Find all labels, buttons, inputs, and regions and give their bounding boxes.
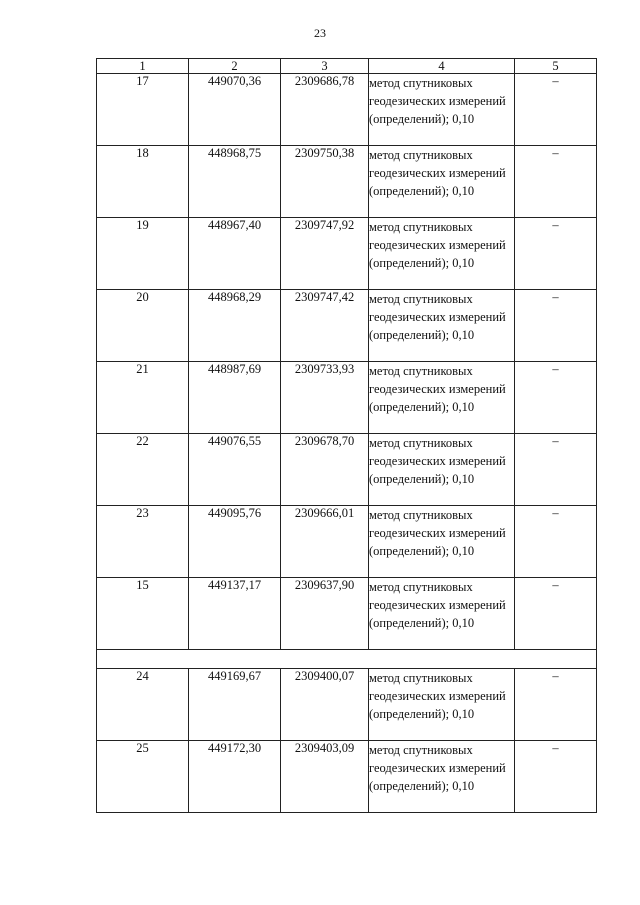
- note-cell: –: [515, 290, 597, 362]
- x-coordinate-cell: 448987,69: [189, 362, 281, 434]
- table-row: [97, 506, 597, 578]
- method-cell: метод спутниковых геодезических измерений (определений); 0,10: [369, 669, 515, 741]
- table-body: [97, 74, 597, 813]
- separator-row: [97, 650, 597, 669]
- note-cell: –: [515, 578, 597, 650]
- separator-cell: [97, 650, 597, 669]
- point-number-cell: 20: [97, 290, 189, 362]
- header-col-1: 1: [97, 59, 189, 74]
- table-row: [97, 669, 597, 741]
- x-coordinate-cell: 449172,30: [189, 741, 281, 813]
- table-row: [97, 146, 597, 218]
- y-coordinate-cell: 2309400,07: [281, 669, 369, 741]
- table-row: [97, 218, 597, 290]
- scan-artifact: [150, 893, 620, 903]
- y-coordinate-cell: 2309637,90: [281, 578, 369, 650]
- table-row: [97, 434, 597, 506]
- header-col-3: 3: [281, 59, 369, 74]
- table-row: [97, 578, 597, 650]
- x-coordinate-cell: 449137,17: [189, 578, 281, 650]
- method-cell: метод спутниковых геодезических измерений (определений); 0,10: [369, 146, 515, 218]
- y-coordinate-cell: 2309686,78: [281, 74, 369, 146]
- table-row: [97, 741, 597, 813]
- table-row: [97, 290, 597, 362]
- coordinates-table: [96, 58, 597, 813]
- method-cell: метод спутниковых геодезических измерений (определений); 0,10: [369, 434, 515, 506]
- point-number-cell: 21: [97, 362, 189, 434]
- point-number-cell: 23: [97, 506, 189, 578]
- method-cell: метод спутниковых геодезических измерений (определений); 0,10: [369, 506, 515, 578]
- note-cell: –: [515, 74, 597, 146]
- method-cell: метод спутниковых геодезических измерений (определений); 0,10: [369, 290, 515, 362]
- table-row: [97, 74, 597, 146]
- header-col-5: 5: [515, 59, 597, 74]
- y-coordinate-cell: 2309678,70: [281, 434, 369, 506]
- table-header-row: [97, 59, 597, 74]
- note-cell: –: [515, 669, 597, 741]
- header-col-4: 4: [369, 59, 515, 74]
- y-coordinate-cell: 2309666,01: [281, 506, 369, 578]
- header-col-2: 2: [189, 59, 281, 74]
- x-coordinate-cell: 449076,55: [189, 434, 281, 506]
- x-coordinate-cell: 449169,67: [189, 669, 281, 741]
- note-cell: –: [515, 506, 597, 578]
- table-row: [97, 362, 597, 434]
- y-coordinate-cell: 2309750,38: [281, 146, 369, 218]
- note-cell: –: [515, 741, 597, 813]
- x-coordinate-cell: 448968,29: [189, 290, 281, 362]
- point-number-cell: 15: [97, 578, 189, 650]
- page-number: 23: [314, 26, 326, 40]
- point-number-cell: 18: [97, 146, 189, 218]
- note-cell: –: [515, 434, 597, 506]
- x-coordinate-cell: 448967,40: [189, 218, 281, 290]
- y-coordinate-cell: 2309733,93: [281, 362, 369, 434]
- point-number-cell: 24: [97, 669, 189, 741]
- y-coordinate-cell: 2309747,42: [281, 290, 369, 362]
- method-cell: метод спутниковых геодезических измерений (определений); 0,10: [369, 362, 515, 434]
- point-number-cell: 17: [97, 74, 189, 146]
- method-cell: метод спутниковых геодезических измерений (определений); 0,10: [369, 578, 515, 650]
- x-coordinate-cell: 449070,36: [189, 74, 281, 146]
- method-cell: метод спутниковых геодезических измерений (определений); 0,10: [369, 741, 515, 813]
- y-coordinate-cell: 2309403,09: [281, 741, 369, 813]
- method-cell: метод спутниковых геодезических измерений (определений); 0,10: [369, 74, 515, 146]
- x-coordinate-cell: 449095,76: [189, 506, 281, 578]
- y-coordinate-cell: 2309747,92: [281, 218, 369, 290]
- point-number-cell: 22: [97, 434, 189, 506]
- note-cell: –: [515, 362, 597, 434]
- x-coordinate-cell: 448968,75: [189, 146, 281, 218]
- point-number-cell: 19: [97, 218, 189, 290]
- note-cell: –: [515, 146, 597, 218]
- note-cell: –: [515, 218, 597, 290]
- method-cell: метод спутниковых геодезических измерений (определений); 0,10: [369, 218, 515, 290]
- point-number-cell: 25: [97, 741, 189, 813]
